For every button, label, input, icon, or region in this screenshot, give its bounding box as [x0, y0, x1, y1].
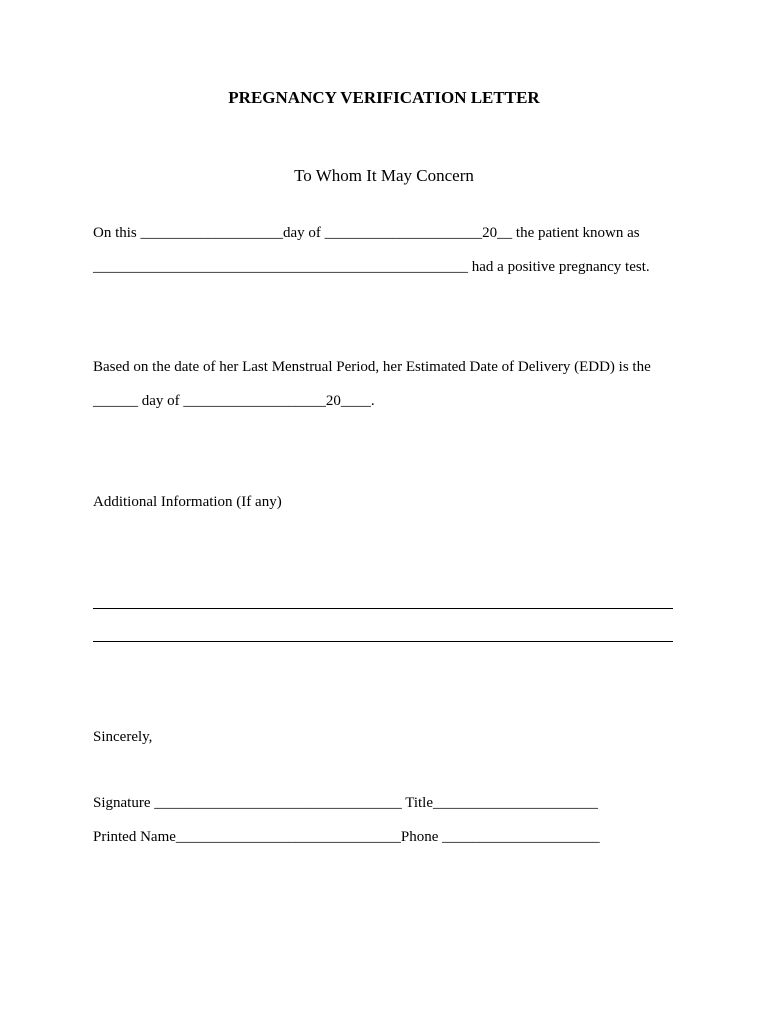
patient-name-line: __________________________________________________ had a positive pregnancy test. [93, 259, 650, 275]
additional-info-label: Additional Information (If any) [93, 494, 282, 510]
letter-title: PREGNANCY VERIFICATION LETTER [228, 88, 540, 107]
salutation: To Whom It May Concern [294, 166, 474, 185]
additional-info-rule-1 [93, 608, 673, 609]
edd-sentence: Based on the date of her Last Menstrual Period, her Estimated Date of Delivery (EDD) is the [93, 359, 651, 375]
signature-title-line: Signature _________________________________ Title______________________ [93, 795, 599, 811]
patient-date-line: On this ___________________day of _____________________20__ the patient known as [93, 225, 640, 241]
additional-info-rule-2 [93, 641, 673, 642]
closing: Sincerely, [93, 729, 153, 745]
printed-name-phone-line: Printed Name______________________________Phone _____________________ [93, 829, 600, 845]
edd-date-line: ______ day of ___________________20____. [93, 393, 375, 409]
